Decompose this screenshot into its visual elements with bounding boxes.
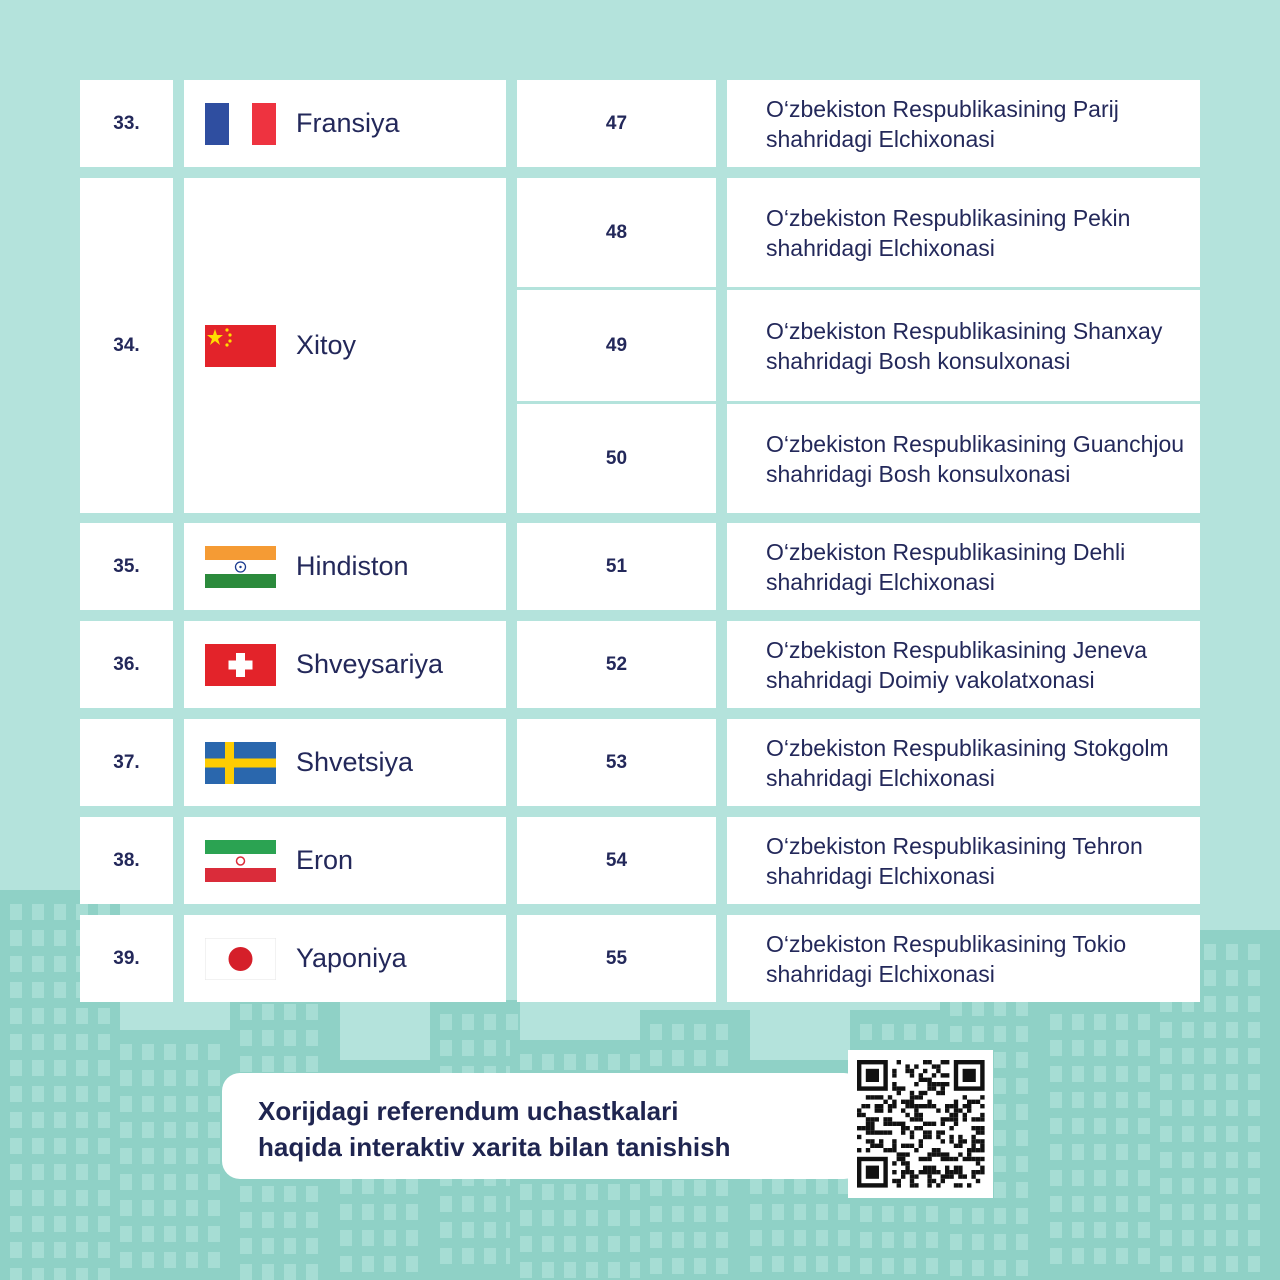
- station-code: 52: [517, 621, 716, 708]
- country-name: Shvetsiya: [296, 746, 414, 777]
- station-code: 55: [517, 915, 716, 1002]
- country-cell: [184, 80, 506, 167]
- station-name: O‘zbekiston Respublikasining Tokio shahridagi Elchixonasi: [727, 915, 1200, 1002]
- station-name: O‘zbekiston Respublikasining Dehli shahridagi Elchixonasi: [727, 523, 1200, 610]
- station-name: O‘zbekiston Respublikasining Guanchjou shahridagi Bosh konsulxonasi: [727, 404, 1200, 513]
- banner-line-2: haqida interaktiv xarita bilan tanishish: [258, 1132, 731, 1162]
- station-code: 54: [517, 817, 716, 904]
- station-code: 47: [517, 80, 716, 167]
- station-name: O‘zbekiston Respublikasining Parij shahridagi Elchixonasi: [727, 80, 1200, 167]
- station-code: 50: [517, 404, 716, 513]
- china-flag-icon: [205, 325, 276, 367]
- station-code: 53: [517, 719, 716, 806]
- row-index: 38.: [80, 817, 173, 904]
- country-name: Xitoy: [296, 329, 357, 360]
- station-name: O‘zbekiston Respublikasining Tehron shahridagi Elchixonasi: [727, 817, 1200, 904]
- country-cell: [184, 915, 506, 1002]
- banner-line-1: Xorijdagi referendum uchastkalari: [258, 1096, 679, 1126]
- row-index: 37.: [80, 719, 173, 806]
- country-cell: [184, 817, 506, 904]
- row-index: 35.: [80, 523, 173, 610]
- iran-flag-icon: [205, 840, 276, 882]
- sweden-flag-icon: [205, 742, 276, 784]
- country-name: Yaponiya: [296, 942, 407, 973]
- japan-flag-icon: [205, 938, 276, 980]
- country-name: Eron: [296, 844, 354, 875]
- india-flag-icon: [205, 546, 276, 588]
- qr-code-icon[interactable]: [848, 1050, 993, 1198]
- row-index: 34.: [80, 178, 173, 513]
- station-code: 51: [517, 523, 716, 610]
- row-index: 36.: [80, 621, 173, 708]
- station-name: O‘zbekiston Respublikasining Pekin shahridagi Elchixonasi: [727, 178, 1200, 287]
- country-cell: [184, 719, 506, 806]
- switzerland-flag-icon: [205, 644, 276, 686]
- interactive-map-banner[interactable]: [222, 1073, 862, 1179]
- france-flag-icon: [205, 103, 276, 145]
- station-name: O‘zbekiston Respublikasining Jeneva shahridagi Doimiy vakolatxonasi: [727, 621, 1200, 708]
- station-name: O‘zbekiston Respublikasining Stokgolm shahridagi Elchixonasi: [727, 719, 1200, 806]
- country-cell: [184, 523, 506, 610]
- country-name: Fransiya: [296, 107, 400, 138]
- country-name: Hindiston: [296, 550, 409, 581]
- country-cell: [184, 621, 506, 708]
- station-code: 49: [517, 290, 716, 401]
- station-code: 48: [517, 178, 716, 287]
- row-index: 33.: [80, 80, 173, 167]
- country-name: Shveysariya: [296, 648, 444, 679]
- station-name: O‘zbekiston Respublikasining Shanxay shahridagi Bosh konsulxonasi: [727, 290, 1200, 401]
- country-cell: [184, 178, 506, 513]
- row-index: 39.: [80, 915, 173, 1002]
